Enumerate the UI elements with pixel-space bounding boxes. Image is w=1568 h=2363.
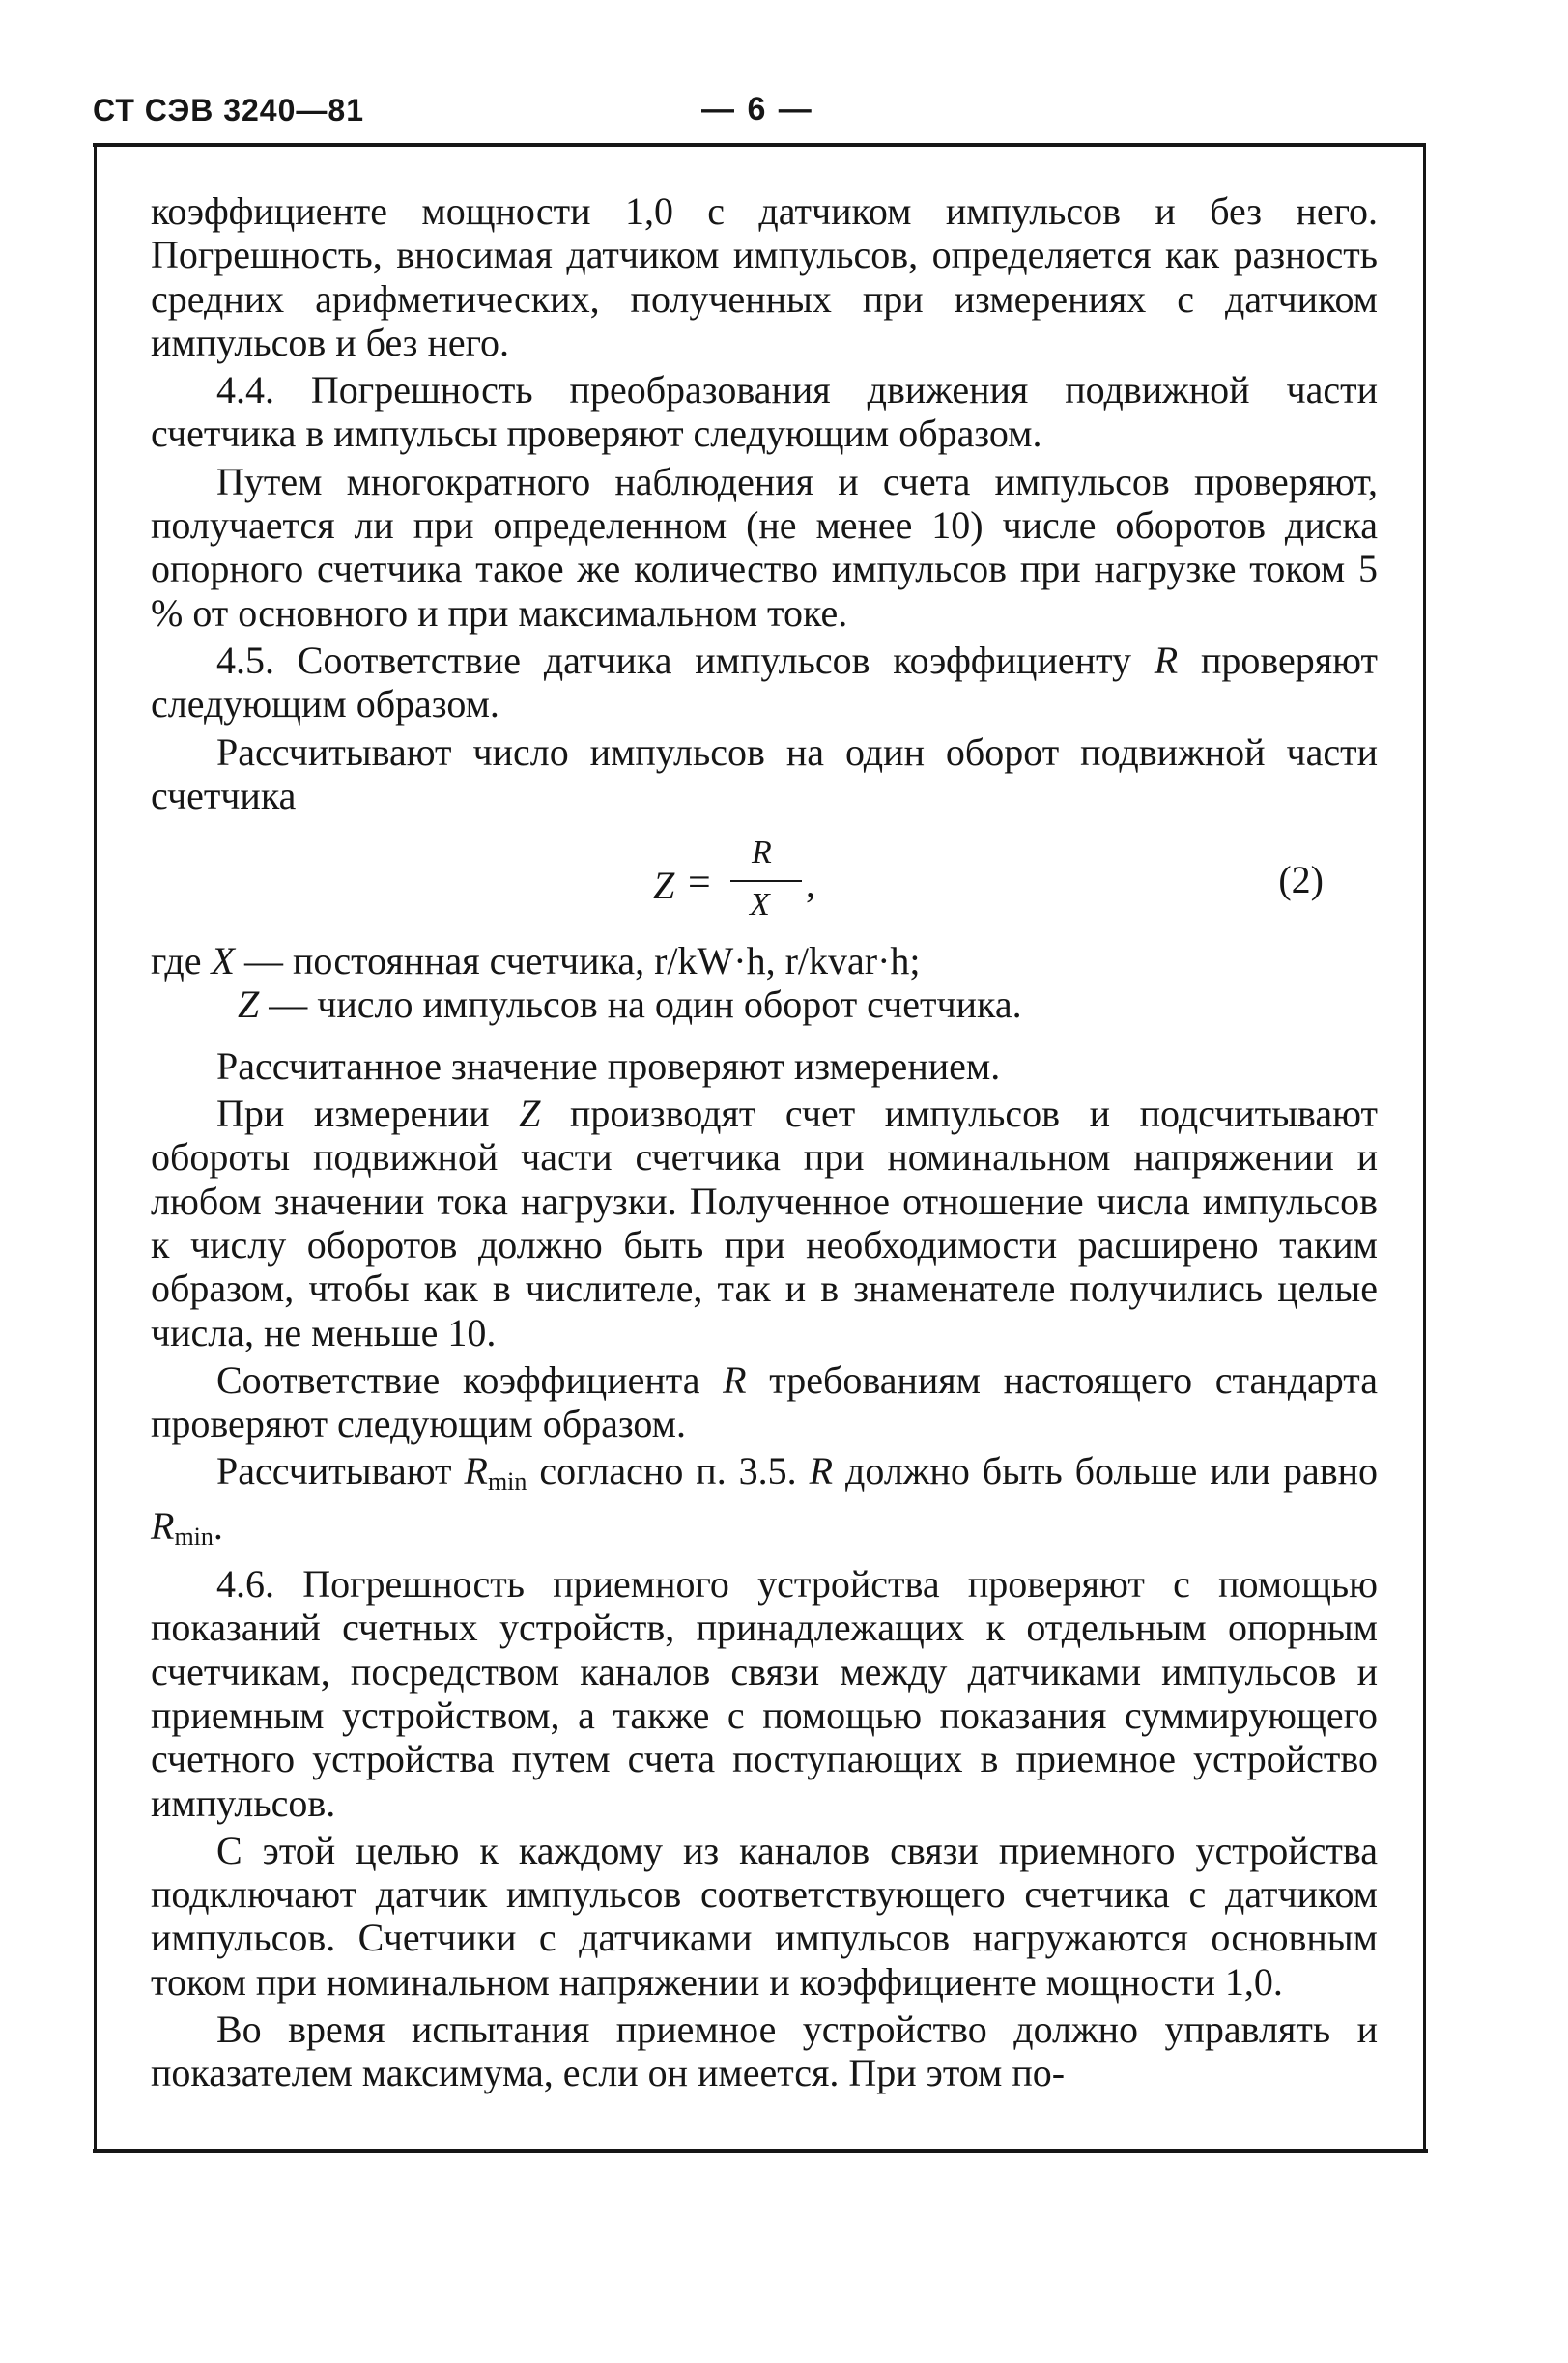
formula-lhs: Z: [653, 864, 675, 908]
symbol-rmin-base: R: [464, 1449, 488, 1494]
formula-row: [151, 829, 1378, 937]
paragraph-4-5-text-a: 4.5. Соответствие датчика импульсов коэффициенту: [216, 638, 1155, 682]
definition-x-text: — постоянная счетчика, r/kW·h, r/kvar·h;: [234, 939, 921, 983]
paragraph-rmin: [151, 1449, 1378, 1558]
paragraph-4-4: 4.4. Погрешность преобразования движения подвижной части счетчика в импульсы проверяют следующим образом.: [151, 368, 1378, 456]
paragraph-measure-z-text-a: При измерении: [216, 1092, 520, 1136]
formula-denominator: X: [750, 887, 770, 924]
paragraph-rmin-text-a: Рассчитывают: [216, 1449, 465, 1494]
symbol-r-inline: R: [723, 1357, 747, 1402]
frame-left-rule: [94, 145, 97, 2150]
paragraph-r-compliance: [151, 1358, 1378, 1446]
frame-bottom-rule: [93, 2149, 1428, 2153]
page-number: — 6 —: [701, 91, 813, 128]
symbol-rmin: [464, 1449, 527, 1496]
paragraph-4-5: [151, 639, 1378, 726]
symbol-z-inline: Z: [519, 1092, 541, 1136]
formula-2: [653, 835, 933, 931]
paragraph-measure-z-text-b: производят счет импульсов и подсчитывают обороты подвижной части счетчика при номинальном напряжении и любом значении тока нагрузки. Полученное отношение числа импульсов к числу оборотов должно быть при необходимости расширено таким образом, чтобы как в числителе, так и в знаменателе получились целые числа, не меньше 10.: [151, 1092, 1378, 1354]
definition-z-text: — число импульсов на один оборот счетчика.: [259, 982, 1022, 1027]
symbol-rmin-2: [151, 1503, 214, 1551]
frame-top-rule: [93, 143, 1426, 147]
paragraph-rmin-text-d: .: [213, 1503, 223, 1548]
paragraph-r-compliance-text-b: требованиям настоящего стандарта проверяют следующим образом.: [151, 1357, 1378, 1446]
page-header: [93, 93, 1426, 141]
formula-comma: ,: [806, 862, 815, 906]
symbol-z: Z: [238, 982, 260, 1027]
definition-intro: где: [151, 939, 212, 983]
paragraph-measure-z: [151, 1092, 1378, 1354]
definition-x: [151, 939, 1378, 982]
paragraph-pulse-count: Путем многократного наблюдения и счета импульсов проверяют, получается ли при определенном (не менее 10) числе оборотов диска опорного счетчика такое же количество импульсов при нагрузке током 5 % от основного и при максимальном токе.: [151, 459, 1378, 635]
paragraph-rmin-text-c: должно быть больше или равно: [833, 1449, 1378, 1494]
paragraph-calc-pulses: Рассчитывают число импульсов на один оборот подвижной части счетчика: [151, 729, 1378, 817]
symbol-x: X: [211, 939, 235, 983]
frame-right-rule: [1423, 145, 1426, 2150]
symbol-r: R: [1154, 638, 1179, 682]
paragraph-r-compliance-text-a: Соответствие коэффициента: [216, 1357, 724, 1402]
definition-z: [151, 982, 1378, 1026]
paragraph-rmin-text-b: согласно п. 3.5.: [527, 1449, 810, 1494]
standard-code: СТ СЭВ 3240—81: [93, 93, 364, 128]
paragraph-channel-connect: С этой целью к каждому из каналов связи приемного устройства подключают датчик импульсов соответствующего счетчика с датчиком импульсов. Счетчики с датчиками импульсов нагружаются основным током при номинальном напряжении и коэффициенте мощности 1,0.: [151, 1828, 1378, 2004]
symbol-rmin-2-base: R: [151, 1503, 175, 1548]
paragraph-verify-measure: Рассчитанное значение проверяют измерением.: [216, 1043, 1001, 1088]
symbol-rmin-2-subscript: min: [174, 1522, 214, 1551]
paragraph-continuation: коэффициенте мощности 1,0 с датчиком импульсов и без него. Погрешность, вносимая датчиком импульсов, определяется как разность средних арифметических, полученных при измерениях с датчиком импульсов и без него.: [151, 189, 1378, 364]
document-body: [151, 189, 1378, 2095]
formula-equals: =: [688, 861, 711, 906]
formula-number: (2): [1278, 858, 1324, 902]
symbol-rmin-subscript: min: [487, 1467, 527, 1496]
paragraph-4-5-text-b: проверяют следующим образом.: [151, 638, 1378, 726]
paragraph-4-6: 4.6. Погрешность приемного устройства проверяют с помощью показаний счетных устройств, принадлежащих к отдельным опорным счетчикам, посредством каналов связи между датчиками импульсов и приемным устройством, а также с помощью показания суммирующего счетного устройства путем счета поступающих в приемное устройство импульсов.: [151, 1562, 1378, 1825]
paragraph-max-indicator: Во время испытания приемное устройство должно управлять и показателем максимума, если он имеется. При этом по-: [151, 2007, 1378, 2095]
symbol-r-rmin-para: R: [809, 1449, 834, 1494]
formula-numerator: R: [752, 835, 772, 871]
fraction-bar: [730, 880, 802, 882]
symbol-definitions: [151, 939, 1378, 1027]
